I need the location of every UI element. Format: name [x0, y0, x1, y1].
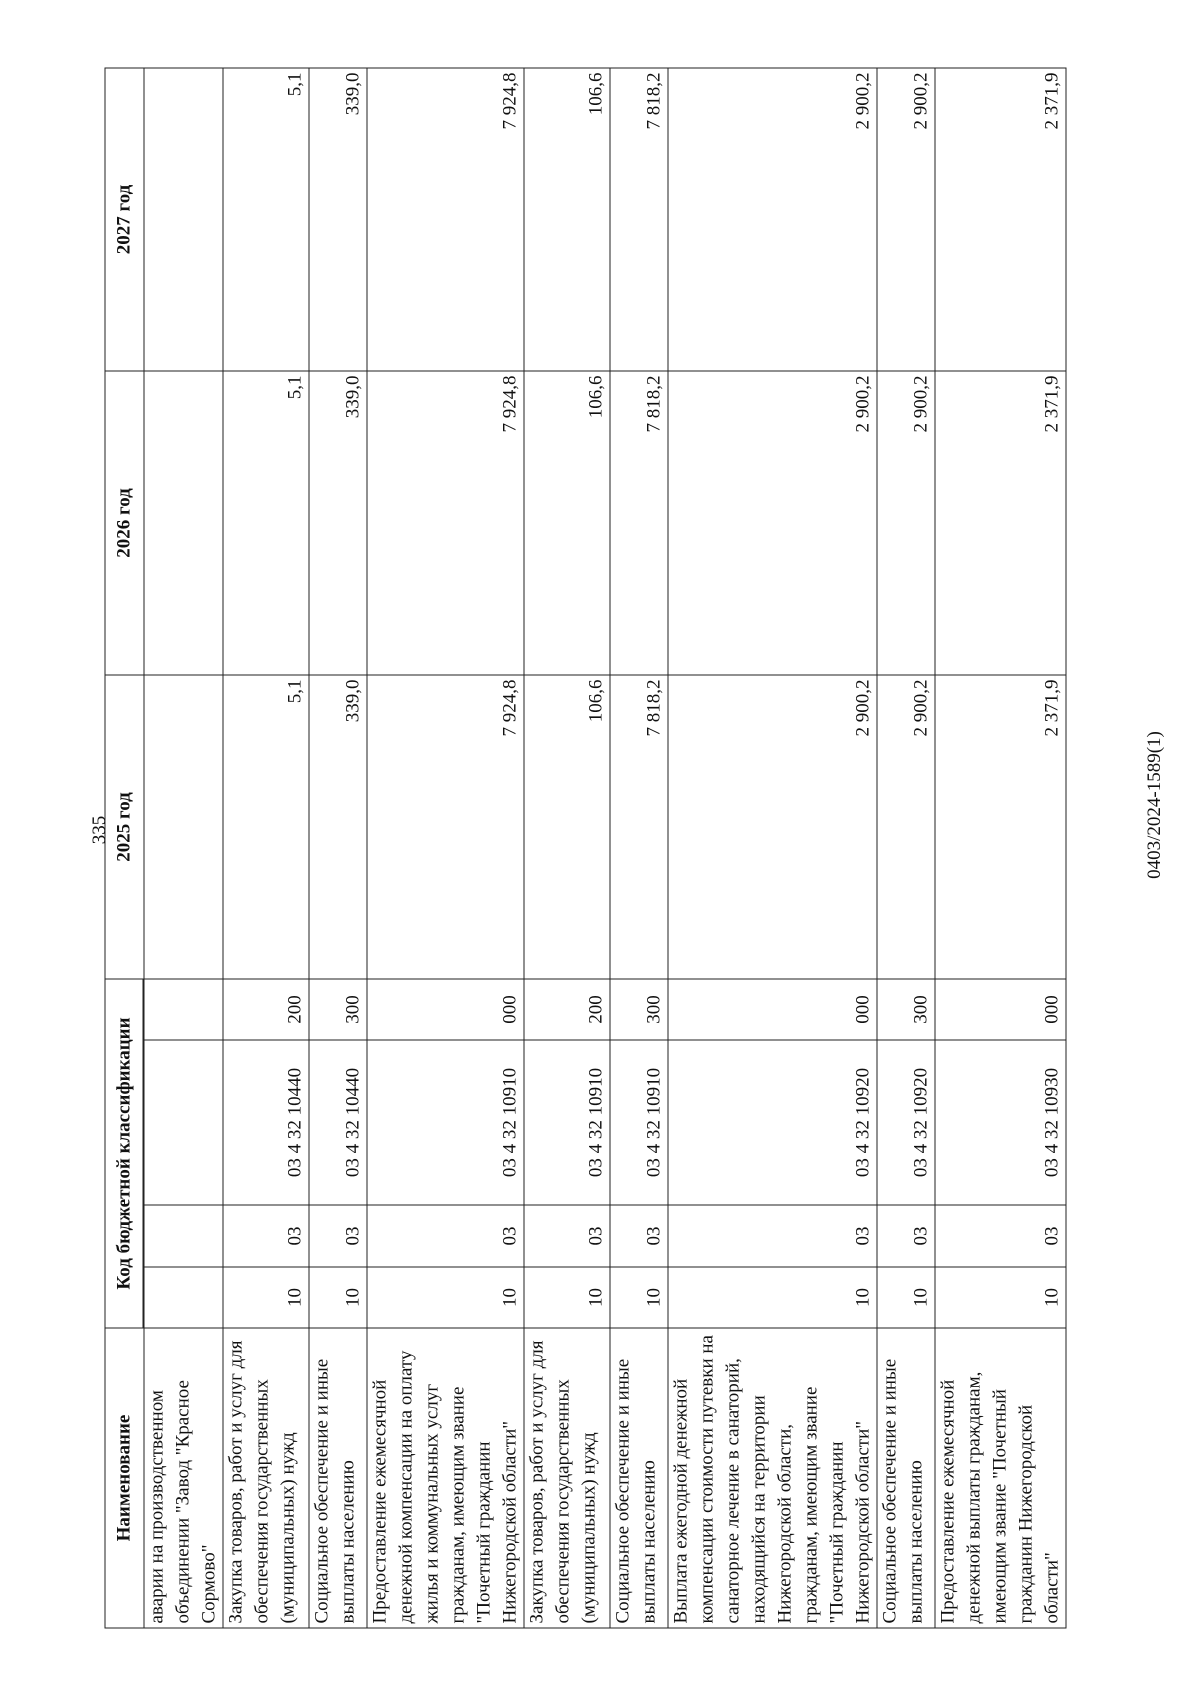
value-2027: 2 900,2 [877, 68, 935, 371]
row-name: Предоставление ежемесячной денежной выплаты гражданам, имеющим звание "Почетный гражданин Нижегородской области" [935, 1328, 1066, 1628]
code-expense-type [144, 979, 223, 1040]
code-target: 03 4 32 10910 [610, 1040, 668, 1205]
row-name: Предоставление ежемесячной денежной компенсации на оплату жилья и коммунальных услуг гражданам, имеющим звание "Почетный гражданин Нижегородской области" [367, 1328, 524, 1628]
value-2025: 2 900,2 [877, 675, 935, 979]
value-2026: 7 924,8 [367, 371, 524, 675]
code-target [144, 1040, 223, 1205]
value-2027 [144, 68, 223, 371]
value-2027: 2 371,9 [935, 68, 1066, 371]
value-2025: 7 818,2 [610, 675, 668, 979]
header-name: Наименование [105, 1328, 144, 1628]
code-subsection: 03 [935, 1205, 1066, 1267]
value-2027: 7 818,2 [610, 68, 668, 371]
row-name: Закупка товаров, работ и услуг для обеспечения государственных (муниципальных) нужд [524, 1328, 610, 1628]
code-section: 10 [877, 1267, 935, 1328]
value-2026: 7 818,2 [610, 371, 668, 675]
code-target: 03 4 32 10920 [877, 1040, 935, 1205]
code-section: 10 [367, 1267, 524, 1328]
row-name: аварии на производственном объединении "Завод "Красное Сормово" [144, 1328, 223, 1628]
code-section [144, 1267, 223, 1328]
code-subsection: 03 [367, 1205, 524, 1267]
value-2027: 5,1 [223, 68, 309, 371]
code-subsection: 03 [309, 1205, 367, 1267]
row-name: Социальное обеспечение и иные выплаты населению [309, 1328, 367, 1628]
code-expense-type: 200 [223, 979, 309, 1040]
document-code: 0403/2024-1589(1) [1144, 731, 1165, 879]
value-2026: 2 900,2 [668, 371, 877, 675]
header-2027: 2027 год [105, 68, 144, 371]
code-subsection [144, 1205, 223, 1267]
code-subsection: 03 [668, 1205, 877, 1267]
code-target: 03 4 32 10910 [367, 1040, 524, 1205]
header-2025: 2025 год [105, 675, 144, 979]
value-2026: 5,1 [223, 371, 309, 675]
code-section: 10 [935, 1267, 1066, 1328]
header-code: Код бюджетной классификации [105, 979, 143, 1328]
value-2026: 106,6 [524, 371, 610, 675]
code-target: 03 4 32 10440 [309, 1040, 367, 1205]
value-2026: 2 900,2 [877, 371, 935, 675]
value-2025: 7 924,8 [367, 675, 524, 979]
code-target: 03 4 32 10910 [524, 1040, 610, 1205]
code-target: 03 4 32 10930 [935, 1040, 1066, 1205]
value-2025 [144, 675, 223, 979]
code-subsection: 03 [610, 1205, 668, 1267]
code-expense-type: 300 [610, 979, 668, 1040]
code-section: 10 [610, 1267, 668, 1328]
code-expense-type: 300 [877, 979, 935, 1040]
value-2026 [144, 371, 223, 675]
table-row [223, 68, 309, 1628]
value-2025: 339,0 [309, 675, 367, 979]
value-2026: 2 371,9 [935, 371, 1066, 675]
code-section: 10 [668, 1267, 877, 1328]
value-2027: 339,0 [309, 68, 367, 371]
row-name: Выплата ежегодной денежной компенсации стоимости путевки на санаторное лечение в санаторий, находящийся на территории Нижегородской области, гражданам, имеющим звание "Почетный гражданин Нижегородской области" [668, 1328, 877, 1628]
code-section: 10 [524, 1267, 610, 1328]
table-row [668, 68, 877, 1628]
row-name: Социальное обеспечение и иные выплаты населению [610, 1328, 668, 1628]
value-2025: 2 900,2 [668, 675, 877, 979]
table-row [309, 68, 367, 1628]
code-expense-type: 300 [309, 979, 367, 1040]
code-expense-type: 000 [668, 979, 877, 1040]
code-target: 03 4 32 10920 [668, 1040, 877, 1205]
page-number: 335 [89, 815, 110, 845]
code-expense-type: 000 [367, 979, 524, 1040]
header-row [105, 68, 143, 1628]
table-row [144, 68, 223, 1628]
budget-table [105, 67, 1067, 1628]
code-subsection: 03 [524, 1205, 610, 1267]
code-subsection: 03 [877, 1205, 935, 1267]
value-2027: 106,6 [524, 68, 610, 371]
code-expense-type: 200 [524, 979, 610, 1040]
code-expense-type: 000 [935, 979, 1066, 1040]
value-2025: 106,6 [524, 675, 610, 979]
value-2026: 339,0 [309, 371, 367, 675]
row-name: Закупка товаров, работ и услуг для обеспечения государственных (муниципальных) нужд [223, 1328, 309, 1628]
value-2027: 7 924,8 [367, 68, 524, 371]
value-2025: 2 371,9 [935, 675, 1066, 979]
code-subsection: 03 [223, 1205, 309, 1267]
budget-table-sheet [105, 69, 1063, 1629]
value-2027: 2 900,2 [668, 68, 877, 371]
code-target: 03 4 32 10440 [223, 1040, 309, 1205]
table-row [935, 68, 1066, 1628]
header-2026: 2026 год [105, 371, 144, 675]
table-row [524, 68, 610, 1628]
row-name: Социальное обеспечение и иные выплаты населению [877, 1328, 935, 1628]
table-row [610, 68, 668, 1628]
table-row [877, 68, 935, 1628]
code-section: 10 [309, 1267, 367, 1328]
value-2025: 5,1 [223, 675, 309, 979]
code-section: 10 [223, 1267, 309, 1328]
table-row [367, 68, 524, 1628]
